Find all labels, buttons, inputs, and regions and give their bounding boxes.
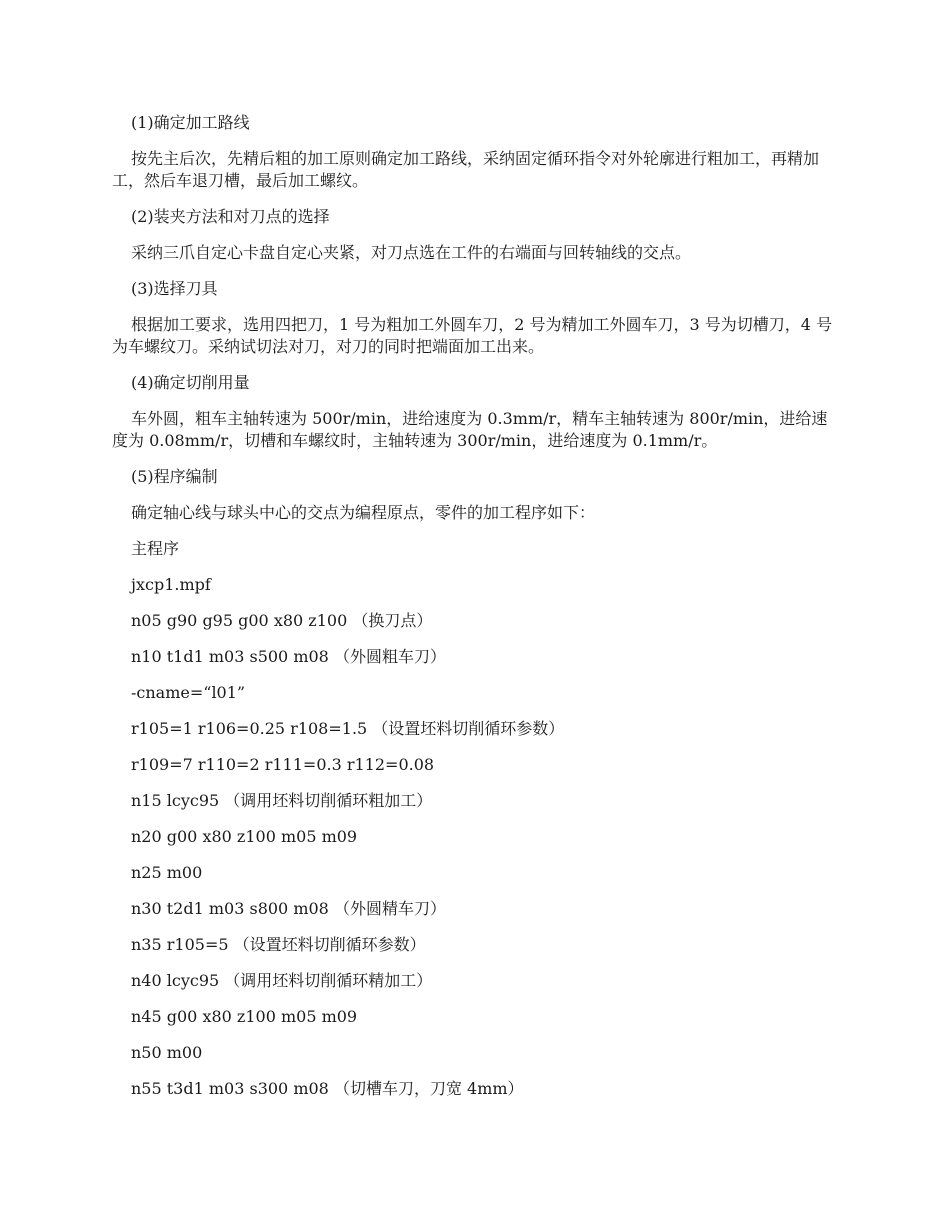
section-heading-route: (1)确定加工路线	[131, 113, 250, 132]
paragraph-program: 确定轴心线与球头中心的交点为编程原点，零件的加工程序如下：	[131, 503, 596, 522]
section-heading-tools: (3)选择刀具	[131, 279, 218, 298]
code-line: r105=1 r106=0.25 r108=1.5 （设置坯料切削循环参数）	[131, 719, 565, 738]
paragraph-tools: 根据加工要求，选用四把刀，1 号为粗加工外圆车刀，2 号为精加工外圆车刀，3 号为切槽刀，4 号为车螺纹刀。采纳试切法对刀，对刀的同时把端面加工出来。	[112, 315, 833, 356]
code-line: n50 m00	[131, 1043, 203, 1062]
paragraph-clamping: 采纳三爪自定心卡盘自定心夹紧，对刀点选在工件的右端面与回转轴线的交点。	[131, 243, 692, 262]
code-line: n20 g00 x80 z100 m05 m09	[131, 827, 358, 846]
program-label: 主程序	[131, 539, 180, 558]
code-line: r109=7 r110=2 r111=0.3 r112=0.08	[131, 755, 435, 774]
code-line: jxcp1.mpf	[131, 575, 211, 594]
code-line: n30 t2d1 m03 s800 m08 （外圆精车刀）	[131, 899, 446, 918]
paragraph-cutting: 车外圆，粗车主轴转速为 500r/min，进给速度为 0.3mm/r，精车主轴转速为 800r/min，进给速度为 0.08mm/r，切槽和车螺纹时，主轴转速为 300r/min，进给速度为 0.1mm/r。	[112, 409, 828, 450]
document-page	[112, 112, 840, 1114]
code-line: n05 g90 g95 g00 x80 z100 （换刀点）	[131, 611, 433, 630]
code-line: n40 lcyc95 （调用坯料切削循环精加工）	[131, 971, 433, 990]
section-heading-program: (5)程序编制	[131, 467, 218, 486]
paragraph-route: 按先主后次，先精后粗的加工原则确定加工路线，采纳固定循环指令对外轮廓进行粗加工，再精加工，然后车退刀槽，最后加工螺纹。	[112, 149, 820, 190]
code-line: n35 r105=5 （设置坯料切削循环参数）	[131, 935, 426, 954]
section-heading-cutting: (4)确定切削用量	[131, 373, 250, 392]
code-line: n45 g00 x80 z100 m05 m09	[131, 1007, 358, 1026]
code-line: n25 m00	[131, 863, 203, 882]
code-line: -cname=“l01”	[131, 683, 246, 702]
section-heading-clamping: (2)装夹方法和对刀点的选择	[131, 207, 330, 226]
code-line: n55 t3d1 m03 s300 m08 （切槽车刀，刀宽 4mm）	[131, 1079, 524, 1098]
code-line: n10 t1d1 m03 s500 m08 （外圆粗车刀）	[131, 647, 446, 666]
code-line: n15 lcyc95 （调用坯料切削循环粗加工）	[131, 791, 433, 810]
